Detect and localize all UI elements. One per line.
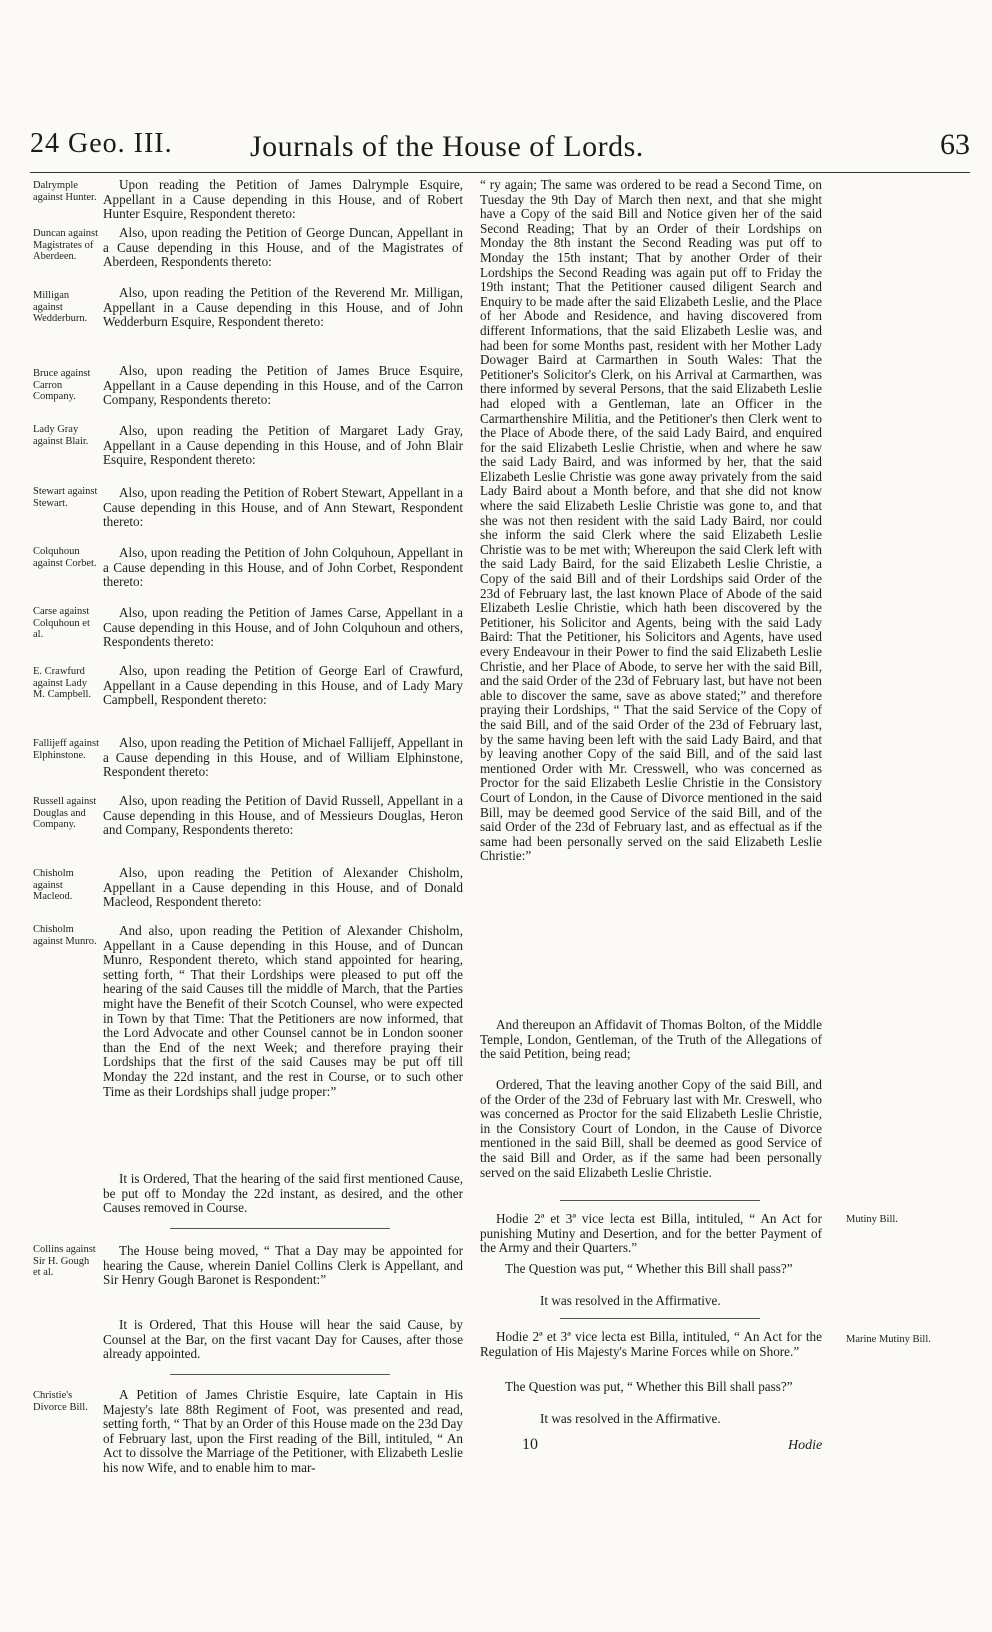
entry-bruce (103, 364, 463, 408)
entry-gray (103, 424, 463, 468)
entry-text: Hodie 2ª et 3ª vice lecta est Billa, intituled, “ An Act for punishing Mutiny and Desertion, and for the better Payment of the Army and their Quarters.” (480, 1211, 822, 1256)
entry-text: It is Ordered, That the hearing of the said first mentioned Cause, be put off to Monday the 22d instant, as desired, and the other Causes removed in Course. (103, 1171, 463, 1216)
entry-text: Also, upon reading the Petition of Michael Fallijeff, Appellant in a Cause depending in this House, and of William Elphinstone, Respondent thereto: (103, 735, 463, 780)
entry-order-collins (103, 1318, 463, 1362)
entry-text: And thereupon an Affidavit of Thomas Bolton, of the Middle Temple, London, Gentleman, of the Truth of the Allegations of the said Petition, being read; (480, 1017, 822, 1062)
question-text: The Question was put, “ Whether this Bill shall pass?” (505, 1261, 793, 1276)
entry-crawfurd (103, 664, 463, 708)
sidenote-colquhoun: Colquhoun against Corbet. (33, 546, 97, 569)
entry-collins (103, 1244, 463, 1288)
sidenote-collins: Collins against Sir H. Gough et al. (33, 1244, 96, 1278)
entry-text: Also, upon reading the Petition of Alexander Chisholm, Appellant in a Cause depending in this House, and of Donald Macleod, Respondent thereto: (103, 865, 463, 910)
entry-order-chisholm (103, 1172, 463, 1216)
entry-dalrymple (103, 178, 463, 222)
sidenote-gray: Lady Gray against Blair. (33, 424, 89, 447)
signature-mark: 10 (522, 1436, 538, 1453)
sidenote-duncan: Duncan against Magistrates of Aberdeen. (33, 228, 99, 262)
entry-text: Also, upon reading the Petition of James Carse, Appellant in a Cause depending in this House, and of John Colquhoun and others, Respondents thereto: (103, 605, 463, 650)
entry-affidavit (480, 1018, 822, 1062)
entry-text: Hodie 2ª et 3ª vice lecta est Billa, intituled, “ An Act for the Regulation of His Majesty's Marine Forces while on Shore.” (480, 1329, 822, 1359)
running-header (30, 128, 970, 173)
entry-text: Also, upon reading the Petition of Margaret Lady Gray, Appellant in a Cause depending in this House, and of John Blair Esquire, Respondent thereto: (103, 423, 463, 468)
entry-text: Also, upon reading the Petition of David Russell, Appellant in a Cause depending in this House, and of Messieurs Douglas, Heron and Company, Respondents thereto: (103, 793, 463, 838)
entry-stewart (103, 486, 463, 530)
entry-order-christie (480, 1078, 822, 1180)
entry-colquhoun (103, 546, 463, 590)
sidenote-christie: Christie's Divorce Bill. (33, 1390, 88, 1413)
entry-text: And also, upon reading the Petition of Alexander Chisholm, Appellant in a Cause depending in this House, and of Duncan Munro, Respondent thereto, which stand appointed for hearing, setting forth, “ That their Lordships were pleased to put off the hearing of the said Causes till the middle of March, that the Parties might have the Benefit of their Scotch Counsel, who were expected in Town by that Time: That the Petitioners are now informed, that the Lord Advocate and other Counsel cannot be in London sooner than the End of the next Week; and therefore praying their Lordships that the first of the said Causes may be put off till Monday the 22d instant, and the rest in Course, or to such other Time as their Lordships shall judge proper:” (103, 923, 463, 1099)
sidenote-marine-bill: Marine Mutiny Bill. (846, 1334, 931, 1345)
entry-marine-bill (480, 1330, 822, 1359)
entry-russell (103, 794, 463, 838)
question-mutiny (505, 1262, 795, 1277)
sidenote-chisholm-munro: Chisholm against Munro. (33, 924, 97, 947)
sidenote-dalrymple: Dalrymple against Hunter. (33, 180, 97, 203)
entry-chisholm-munro (103, 924, 463, 1099)
entry-text: Also, upon reading the Petition of George Earl of Crawfurd, Appellant in a Cause depending in this House, and of Lady Mary Campbell, Respondent thereto: (103, 663, 463, 708)
section-divider (170, 1228, 390, 1229)
entry-christie-continued (480, 178, 822, 864)
entry-carse (103, 606, 463, 650)
entry-text: Upon reading the Petition of James Dalrymple Esquire, Appellant in a Cause depending in this House, and of Robert Hunter Esquire, Respondent thereto: (103, 177, 463, 222)
sidenote-mutiny-bill: Mutiny Bill. (846, 1214, 898, 1225)
section-divider (170, 1374, 390, 1375)
resolution-marine (540, 1412, 800, 1427)
sidenote-stewart: Stewart against Stewart. (33, 486, 98, 509)
entry-text: Ordered, That the leaving another Copy of the said Bill, and of the Order of the 23d of February last with Mr. Creswell, who was concerned as Proctor for the said Elizabeth Leslie Christie, in the Consistory Court of London, in the Cause of Divorce mentioned in the said Bill, shall be deemed as good Service of the said Bill and Order, as if the same had been personally served on the said Elizabeth Leslie Christie. (480, 1077, 822, 1180)
resolution-text: It was resolved in the Affirmative. (540, 1411, 721, 1426)
entry-fallijeff (103, 736, 463, 780)
entry-text: A Petition of James Christie Esquire, late Captain in His Majesty's late 88th Regiment of Foot, was presented and read, setting forth, “ That by an Order of this House made on the 23d Day of February last, upon the First reading of the Bill, intituled, “ An Act to dissolve the Marriage of the Petitioner, with Elizabeth Leslie his now Wife, and to enable him to mar- (103, 1387, 463, 1475)
entry-text: Also, upon reading the Petition of Robert Stewart, Appellant in a Cause depending in this House, and of Ann Stewart, Respondent thereto: (103, 485, 463, 530)
entry-milligan (103, 286, 463, 330)
entry-text: “ ry again; The same was ordered to be read a Second Time, on Tuesday the 9th Day of March then next, and that she might have a Copy of the said Bill and Notice given her of the said Second Reading; That by an Order of their Lordships on Monday the 8th instant the Second Reading was put off to Monday the 15th instant; That by another Order of their Lordships the Second Reading was again put off to Friday the 19th instant; That the Petitioner caused diligent Search and Enquiry to be made after the said Elizabeth Leslie, and the Place of her Abode and Residence, and having discovered from different Informations, that the said Elizabeth Leslie was, and had been for some Months past, resident with her Mother Lady Dowager Baird at Carmarthen in South Wales: That the Petitioner's Solicitor's Clerk, on his Arrival at Carmarthen, was there informed by several Persons, that the said Elizabeth Leslie had eloped with a Gentleman, late an Officer in the Carmarthenshire Militia, and the Petitioner's then Clerk went to the Place of Abode there, of the said Lady Baird, and enquired for the said Elizabeth Leslie Christie, when and where he saw the said Lady Baird, and was informed by her, that the said Elizabeth Leslie Christie was gone away privately from the said Lady Baird about a Month before, and that she did not know where the said Elizabeth Leslie Christie was gone to, and that she was not then resident with the said Lady Baird, nor could she inform the said Clerk where the said Elizabeth Leslie Christie was to be met with; Whereupon the said Clerk left with the said Lady Baird, for the said Elizabeth Leslie Christie, a Copy of the said Bill and of their Lordships said Order of the 23d of February last, the last known Place of Abode of the said Elizabeth Leslie Christie, which hath been discovered by the Petitioner, his Solicitor and Agents, being with the said Lady Baird: That the Petitioner, his Solicitors and Agents, have used every Endeavour in their Power to find the said Elizabeth Leslie Christie, and her Place of Abode, to serve her with the said Bill, and the said Order of the 23d of February last, but have not been able to discover the same, save as above stated;” and therefore praying their Lordships, “ That the said Service of the Copy of the said Bill, and of the said Order of the 23d of February last, by the same having been left with the said Lady Baird, and that by leaving another Copy of the said Bill, and of the said last mentioned Order with Mr. Cresswell, who was concerned as Proctor for the said Elizabeth Leslie Christie in the Consistory Court of London, in the Cause of Divorce mentioned in the said Bill, may be deemed good Service of the said Bill, and of the said Order of the 23d of February last, and as effectual as if the same had been personally served on the said Elizabeth Leslie Christie:” (480, 177, 822, 864)
section-divider (560, 1200, 760, 1201)
entry-text: Also, upon reading the Petition of James Bruce Esquire, Appellant in a Cause depending in this House, and of the Carron Company, Respondents thereto: (103, 363, 463, 408)
entry-duncan (103, 226, 463, 270)
sidenote-crawfurd: E. Crawfurd against Lady M. Campbell. (33, 666, 92, 700)
sidenote-bruce: Bruce against Carron Company. (33, 368, 91, 402)
page-number: 63 (940, 128, 970, 161)
entry-mutiny-bill (480, 1212, 822, 1256)
regnal-year: 24 Geo. III. (30, 128, 173, 159)
catchword: Hodie (788, 1438, 823, 1453)
journal-title: Journals of the House of Lords. (250, 130, 644, 163)
sidenote-carse: Carse against Colquhoun et al. (33, 606, 90, 640)
section-divider (560, 1318, 760, 1319)
question-text: The Question was put, “ Whether this Bill shall pass?” (505, 1379, 793, 1394)
entry-christie-petition (103, 1388, 463, 1476)
entry-text: It is Ordered, That this House will hear the said Cause, by Counsel at the Bar, on the first vacant Day for Causes, after those already appointed. (103, 1317, 463, 1362)
entry-text: The House being moved, “ That a Day may be appointed for hearing the Cause, wherein Daniel Collins Clerk is Appellant, and Sir Henry Gough Baronet is Respondent:” (103, 1243, 463, 1288)
resolution-text: It was resolved in the Affirmative. (540, 1293, 721, 1308)
sidenote-fallijeff: Fallijeff against Elphinstone. (33, 738, 99, 761)
entry-text: Also, upon reading the Petition of George Duncan, Appellant in a Cause depending in this House, and of the Magistrates of Aberdeen, Respondents thereto: (103, 225, 463, 270)
sidenote-milligan: Milligan against Wedderburn. (33, 290, 88, 324)
resolution-mutiny (540, 1294, 800, 1309)
entry-text: Also, upon reading the Petition of the Reverend Mr. Milligan, Appellant in a Cause depending in this House, and of John Wedderburn Esquire, Respondent thereto: (103, 285, 463, 330)
sidenote-chisholm-macleod: Chisholm against Macleod. (33, 868, 74, 902)
question-marine (505, 1380, 795, 1395)
sidenote-russell: Russell against Douglas and Company. (33, 796, 97, 830)
entry-chisholm-macleod (103, 866, 463, 910)
entry-text: Also, upon reading the Petition of John Colquhoun, Appellant in a Cause depending in this House, and of John Corbet, Respondent thereto: (103, 545, 463, 590)
